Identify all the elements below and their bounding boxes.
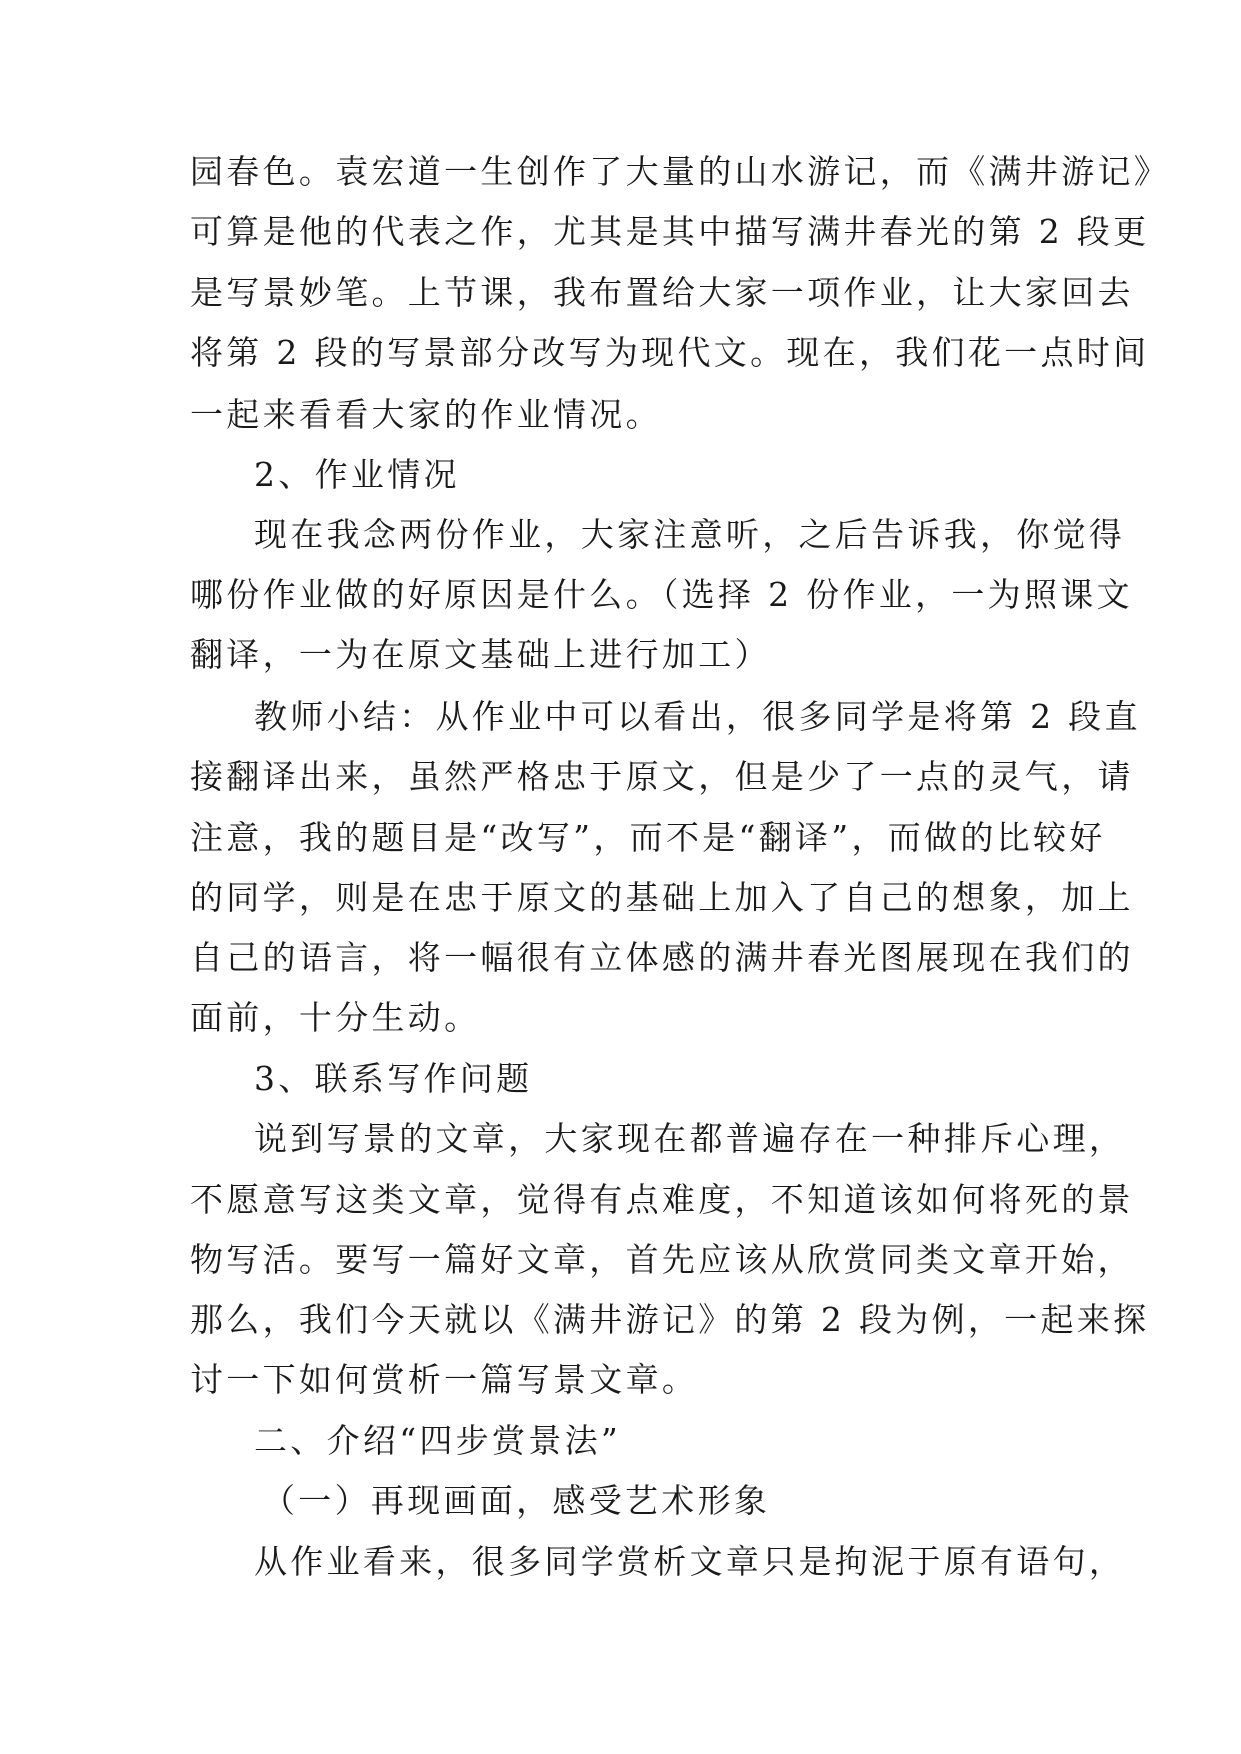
text-line: 现在我念两份作业，大家注意听，之后告诉我，你觉得 bbox=[254, 515, 1126, 554]
section-heading: 2、作业情况 bbox=[254, 455, 460, 494]
text-line: 接翻译出来，虽然严格忠于原文，但是少了一点的灵气，请 bbox=[190, 757, 1134, 796]
text-line: 教师小结：从作业中可以看出，很多同学是将第 2 段直 bbox=[254, 697, 1141, 736]
text-line: 园春色。袁宏道一生创作了大量的山水游记，而《满井游记》 bbox=[190, 152, 1171, 191]
text-line: 自己的语言，将一幅很有立体感的满井春光图展现在我们的 bbox=[190, 938, 1134, 977]
text-line: 不愿意写这类文章，觉得有点难度，不知道该如何将死的景 bbox=[190, 1180, 1134, 1219]
text-line: 翻译，一为在原文基础上进行加工） bbox=[190, 635, 771, 674]
text-line: 那么，我们今天就以《满井游记》的第 2 段为例，一起来探 bbox=[190, 1300, 1150, 1339]
section-heading: 3、联系写作问题 bbox=[254, 1059, 533, 1098]
text-line: 将第 2 段的写景部分改写为现代文。现在，我们花一点时间 bbox=[190, 333, 1150, 372]
text-line: 面前，十分生动。 bbox=[190, 998, 481, 1037]
text-line: 物写活。要写一篇好文章，首先应该从欣赏同类文章开始， bbox=[190, 1240, 1134, 1279]
text-line: 讨一下如何赏析一篇写景文章。 bbox=[190, 1360, 699, 1399]
text-line: 可算是他的代表之作，尤其是其中描写满井春光的第 2 段更 bbox=[190, 212, 1150, 251]
section-heading: 二、介绍“四步赏景法” bbox=[254, 1421, 622, 1460]
text-line: 说到写景的文章，大家现在都普遍存在一种排斥心理， bbox=[254, 1119, 1126, 1158]
text-line: 的同学，则是在忠于原文的基础上加入了自己的想象，加上 bbox=[190, 878, 1134, 917]
text-line: 是写景妙笔。上节课，我布置给大家一项作业，让大家回去 bbox=[190, 273, 1134, 312]
text-line: 一起来看看大家的作业情况。 bbox=[190, 395, 662, 434]
text-line: 哪份作业做的好原因是什么。（选择 2 份作业，一为照课文 bbox=[190, 575, 1133, 614]
text-line: 注意，我的题目是“改写”，而不是“翻译”，而做的比较好 bbox=[190, 818, 1106, 857]
text-line: 从作业看来，很多同学赏析文章只是拘泥于原有语句， bbox=[254, 1542, 1126, 1581]
subsection-heading: （一）再现画面，感受艺术形象 bbox=[262, 1481, 771, 1520]
